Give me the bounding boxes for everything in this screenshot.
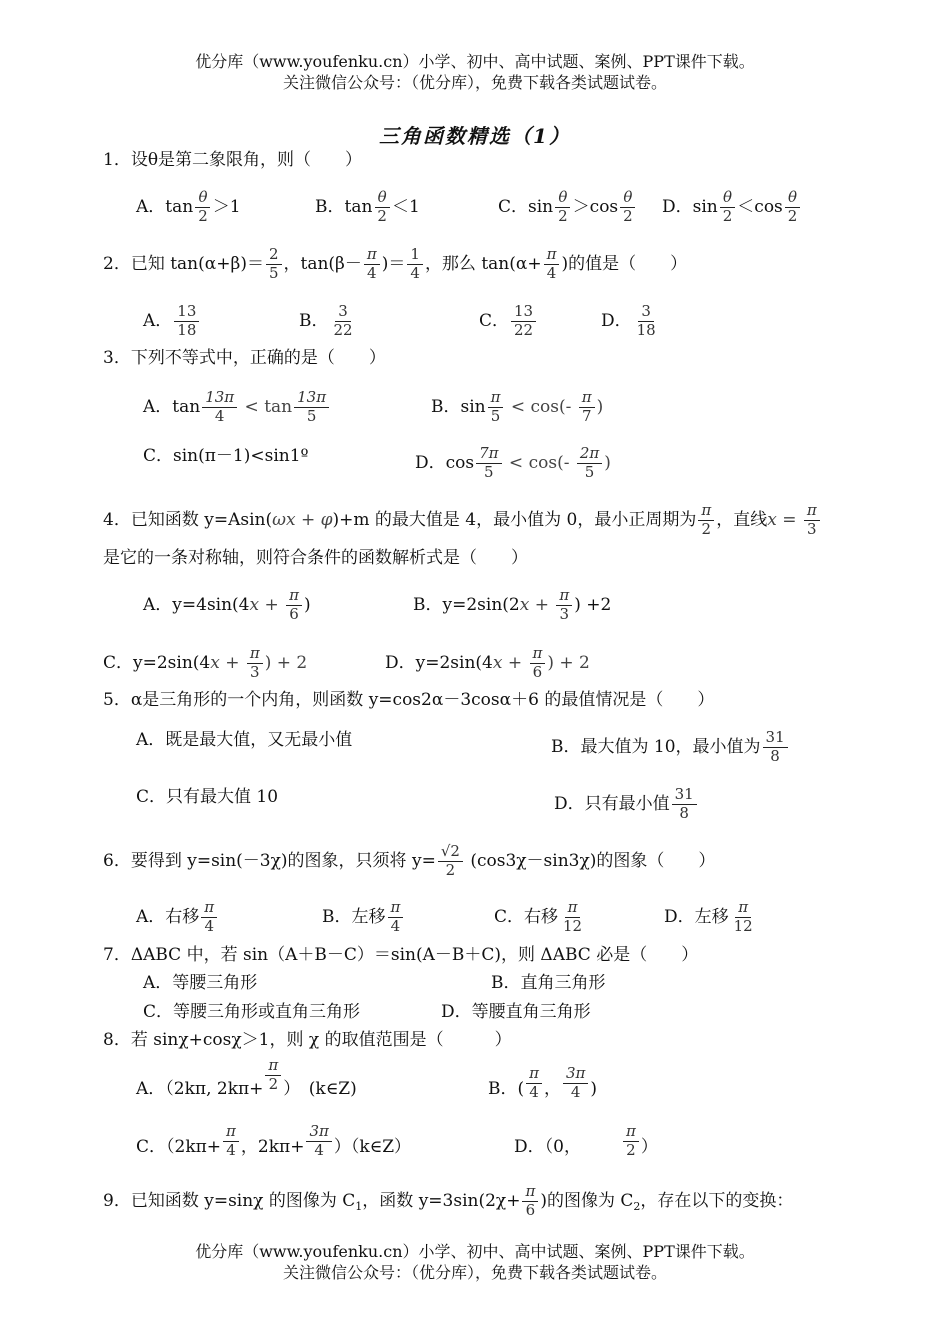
q4-option-a: A．y=4sin(4x + $\frac{\pi}{6}$ ) <box>143 586 311 623</box>
q8-option-c: C．（2kπ+ $\frac{\pi}{4}$ ，2kπ+ $\frac{3\pi}{4}$ ）（k∈Z） <box>136 1122 412 1159</box>
q4-stem: 4．已知函数 y=Asin(ωx + φ)+m 的最大值是 4，最小值为 0，最小正周期为 $\frac{\pi}{2}$ ，直线x = $\frac{\pi}{3}$ <box>103 503 822 538</box>
q6-option-d: D．左移 $\frac{\pi}{12}$ <box>664 898 753 935</box>
q6-option-b: B．左移 $\frac{\pi}{4}$ <box>322 900 405 935</box>
q4-option-c: C．y=2sin(4x + $\frac{\pi}{3}$ ) + 2 <box>103 644 308 681</box>
header-line-2: 关注微信公众号：（优分库），免费下载各类试题试卷。 <box>282 73 667 92</box>
q8-option-b: B．( $\frac{\pi}{4}$ ， $\frac{3\pi}{4}$ ) <box>488 1064 598 1101</box>
q7-stem: 7．ΔABC 中，若 sin（A＋B－C）＝sin(A－B＋C)，则 ΔABC 必是（ ） <box>103 945 699 965</box>
q6-option-c: C．右移 $\frac{\pi}{12}$ <box>494 898 583 935</box>
q1-option-d: D．sin $\frac{\theta}{2}$ ＜cos $\frac{\theta}{2}$ <box>662 190 802 225</box>
q4-option-b: B．y=2sin(2x + $\frac{\pi}{3}$ ) +2 <box>413 586 612 623</box>
q8-stem: 8．若 sinχ+cosχ＞1，则 χ 的取值范围是（ ） <box>103 1030 512 1050</box>
q7-option-d: D．等腰直角三角形 <box>441 1002 591 1022</box>
q1-option-b: B．tan $\frac{\theta}{2}$ ＜1 <box>315 188 420 225</box>
q1-option-c: C．sin $\frac{\theta}{2}$ ＞cos $\frac{\theta}{2}$ <box>498 190 638 225</box>
q8-option-d: D．（0， $\frac{\pi}{2}$ ） <box>514 1122 658 1159</box>
q3-stem: 3．下列不等式中，正确的是（ ） <box>103 348 386 368</box>
header-line-1: 优分库（www.youfenku.cn）小学、初中、高中试题、案例、PPT课件下载。 <box>195 52 755 71</box>
q4-stem-line2: 是它的一条对称轴，则符合条件的函数解析式是（ ） <box>103 548 528 568</box>
q3-option-c: C．sin(π－1)<sin1º <box>143 446 309 466</box>
q1-stem: 1．设θ是第二象限角，则（ ） <box>103 150 363 170</box>
page-title: 三角函数精选（1） <box>379 124 571 148</box>
q3-option-b: B．sin $\frac{\pi}{5}$ < cos(- $\frac{\pi}{7}$ ) <box>431 388 604 425</box>
footer-line-1: 优分库（www.youfenku.cn）小学、初中、高中试题、案例、PPT课件下载。 <box>195 1242 755 1261</box>
q7-option-b: B．直角三角形 <box>491 973 606 993</box>
q5-option-a: A．既是最大值，又无最小值 <box>136 730 353 750</box>
q2-stem: 2．已知 tan(α+β)＝ $\frac{2}{5}$ ，tan(β－ $\frac{\pi}{4}$ )＝ $\frac{1}{4}$ ，那么 tan(α+ $\frac{\pi}{4}$ )的值是（ ） <box>103 245 688 282</box>
q5-option-b: B．最大值为 10，最小值为 $\frac{31}{8}$ <box>551 730 790 765</box>
q5-stem: 5．α是三角形的一个内角，则函数 y=cos2α－3cosα＋6 的最值情况是（ ） <box>103 690 715 710</box>
q6-option-a: A．右移 $\frac{\pi}{4}$ <box>136 900 219 935</box>
q2-option-a: A． $\frac{13}{18}$ <box>143 304 201 339</box>
q7-option-a: A．等腰三角形 <box>143 973 258 993</box>
q9-stem: 9．已知函数 y=sinχ 的图像为 $C_1$，函数 y=3sin(2χ+ $\frac{\pi}{6}$ )的图像为 $C_2$，存在以下的变换： <box>103 1182 794 1219</box>
q2-option-b: B． $\frac{3}{22}$ <box>299 302 353 339</box>
q3-option-d: D．cos $\frac{7\pi}{5}$ < cos(- $\frac{2\pi}{5}$ ) <box>415 444 611 481</box>
q1-option-a: A．tan $\frac{\theta}{2}$ ＞1 <box>136 188 241 225</box>
q2-option-d: D． $\frac{3}{18}$ <box>601 302 656 339</box>
q8-option-a: A．（2kπ, 2kπ+ $\frac{\pi}{2}$ ） (k∈Z) <box>136 1056 357 1099</box>
q7-option-c: C．等腰三角形或直角三角形 <box>143 1002 361 1022</box>
q6-stem: 6．要得到 y=sin(－3χ)的图象，只须将 y= $\frac{√2}{2}$ (cos3χ－sin3χ)的图象（ ） <box>103 842 716 879</box>
footer-line-2: 关注微信公众号：（优分库），免费下载各类试题试卷。 <box>282 1263 667 1282</box>
q5-option-d: D．只有最小值 $\frac{31}{8}$ <box>554 787 699 822</box>
q2-option-c: C． $\frac{13}{22}$ <box>479 304 538 339</box>
q3-option-a: A．tan $\frac{13\pi}{4}$ < tan $\frac{13\pi}{5}$ <box>143 390 331 425</box>
q5-option-c: C．只有最大值 10 <box>136 787 279 807</box>
q4-option-d: D．y=2sin(4x + $\frac{\pi}{6}$ ) + 2 <box>385 644 590 681</box>
